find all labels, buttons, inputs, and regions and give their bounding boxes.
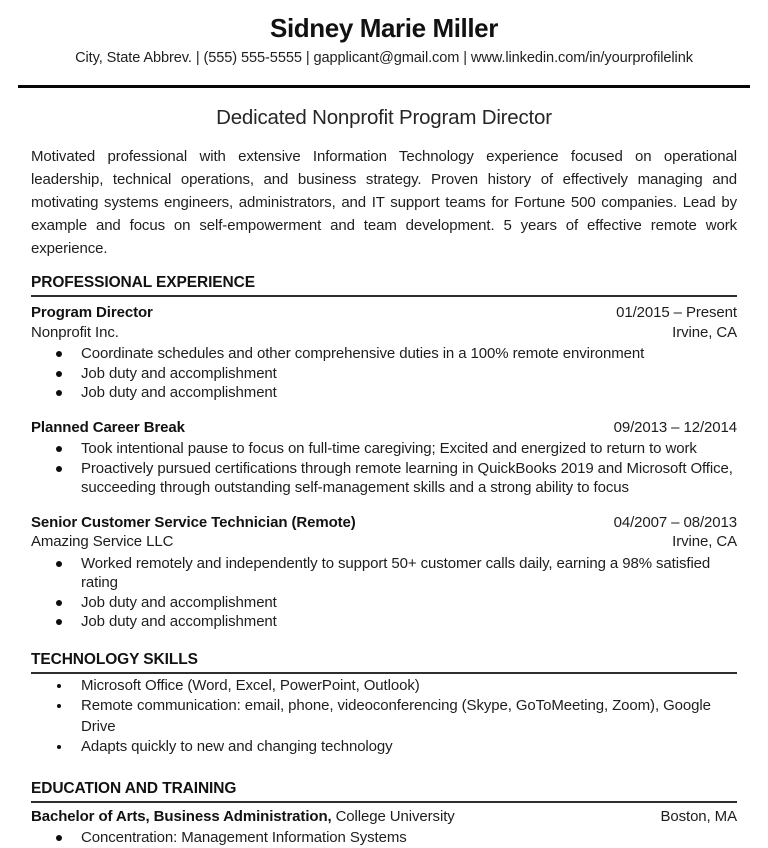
section-skills bbox=[31, 651, 737, 758]
bullet-text: Job duty and accomplishment bbox=[81, 364, 277, 382]
bullet-icon bbox=[56, 835, 62, 841]
bullet-text: Took intentional pause to focus on full-time caregiving; Excited and energized to return to work bbox=[81, 440, 697, 457]
job-title-row bbox=[31, 418, 737, 438]
education-location: Boston, MA bbox=[660, 807, 737, 825]
bullet-text: Concentration: Management Information Systems bbox=[81, 829, 407, 846]
job-company-row bbox=[31, 532, 737, 552]
list-item bbox=[31, 439, 737, 459]
job-title: Program Director bbox=[31, 304, 153, 321]
job-entry bbox=[31, 418, 737, 498]
bullet-icon bbox=[56, 600, 62, 606]
job-location: Irvine, CA bbox=[672, 533, 737, 550]
list-item bbox=[31, 696, 737, 737]
bullet-icon bbox=[57, 704, 61, 708]
header-divider bbox=[18, 85, 750, 88]
summary-paragraph: Motivated professional with extensive Information Technology experience focused on operational leadership, technical operations, and business strategy. Proven history of effectively managing and motivating systems engineers, administrators, and IT support teams for Fortune 500 companies. Lead by example and focus on self-empowerment and team development. 5 years of effective remote work experience. bbox=[31, 148, 737, 257]
skills-heading: TECHNOLOGY SKILLS bbox=[31, 651, 737, 674]
bullet-text: Job duty and accomplishment bbox=[81, 613, 277, 630]
candidate-name: Sidney Marie Miller bbox=[270, 13, 498, 43]
list-item bbox=[31, 828, 737, 848]
list-item bbox=[31, 344, 737, 364]
skills-bullet-list bbox=[31, 676, 737, 758]
list-item bbox=[31, 554, 737, 593]
school-name: College University bbox=[335, 807, 455, 825]
education-degree-row bbox=[31, 807, 737, 827]
resume-headline: Dedicated Nonprofit Program Director bbox=[216, 106, 552, 129]
list-item bbox=[31, 364, 737, 384]
bullet-icon bbox=[56, 619, 62, 625]
job-title: Planned Career Break bbox=[31, 418, 185, 436]
job-title-row bbox=[31, 513, 737, 533]
degree-title: Bachelor of Arts, Business Administration, bbox=[31, 807, 332, 825]
list-item bbox=[31, 593, 737, 613]
job-company: Nonprofit Inc. bbox=[31, 323, 119, 341]
list-item bbox=[31, 676, 737, 697]
job-entry bbox=[31, 513, 737, 632]
list-item bbox=[31, 459, 737, 498]
section-experience bbox=[31, 274, 737, 632]
job-entry bbox=[31, 303, 737, 403]
bullet-icon bbox=[56, 561, 62, 567]
job-company: Amazing Service LLC bbox=[31, 533, 174, 550]
bullet-text: Microsoft Office (Word, Excel, PowerPoint, Outlook) bbox=[81, 676, 420, 694]
job-title-row bbox=[31, 303, 737, 323]
bullet-icon bbox=[57, 684, 61, 688]
list-item bbox=[31, 612, 737, 632]
job-dates: 01/2015 – Present bbox=[616, 304, 737, 321]
job-dates: 09/2013 – 12/2014 bbox=[613, 418, 737, 436]
contact-line: City, State Abbrev. | (555) 555-5555 | gapplicant@gmail.com | www.linkedin.com/in/yourprofilelink bbox=[75, 50, 693, 66]
bullet-text: Coordinate schedules and other comprehensive duties in a 100% remote environment bbox=[81, 345, 645, 362]
bullet-text: Proactively pursued certifications through remote learning in QuickBooks 2019 and Microsoft Office, succeeding through outstanding self-management skills and a strong ability to focus bbox=[81, 459, 733, 496]
job-bullet-list bbox=[31, 554, 737, 632]
job-bullet-list bbox=[31, 439, 737, 498]
bullet-text: Adapts quickly to new and changing technology bbox=[81, 738, 393, 755]
bullet-text: Worked remotely and independently to support 50+ customer calls daily, earning a 98% satisfied rating bbox=[81, 554, 711, 591]
bullet-icon bbox=[56, 390, 62, 396]
section-education bbox=[31, 780, 737, 848]
bullet-text: Job duty and accomplishment bbox=[81, 384, 277, 401]
list-item bbox=[31, 737, 737, 758]
list-item bbox=[31, 383, 737, 403]
job-location: Irvine, CA bbox=[672, 323, 737, 341]
resume-header bbox=[31, 12, 737, 67]
job-dates: 04/2007 – 08/2013 bbox=[613, 513, 737, 531]
education-heading: EDUCATION AND TRAINING bbox=[31, 780, 737, 803]
job-company-row bbox=[31, 323, 737, 343]
bullet-icon bbox=[56, 466, 62, 472]
bullet-icon bbox=[56, 446, 62, 452]
bullet-text: Job duty and accomplishment bbox=[81, 593, 277, 611]
job-title: Senior Customer Service Technician (Remote) bbox=[31, 513, 356, 531]
job-bullet-list bbox=[31, 344, 737, 403]
education-bullet-list bbox=[31, 828, 737, 848]
experience-heading: PROFESSIONAL EXPERIENCE bbox=[31, 274, 737, 297]
bullet-text: Remote communication: email, phone, videoconferencing (Skype, GoToMeeting, Zoom), Google Drive bbox=[81, 697, 711, 735]
bullet-icon bbox=[57, 745, 61, 749]
bullet-icon bbox=[56, 351, 62, 357]
bullet-icon bbox=[56, 371, 62, 377]
degree-and-school bbox=[31, 807, 455, 827]
